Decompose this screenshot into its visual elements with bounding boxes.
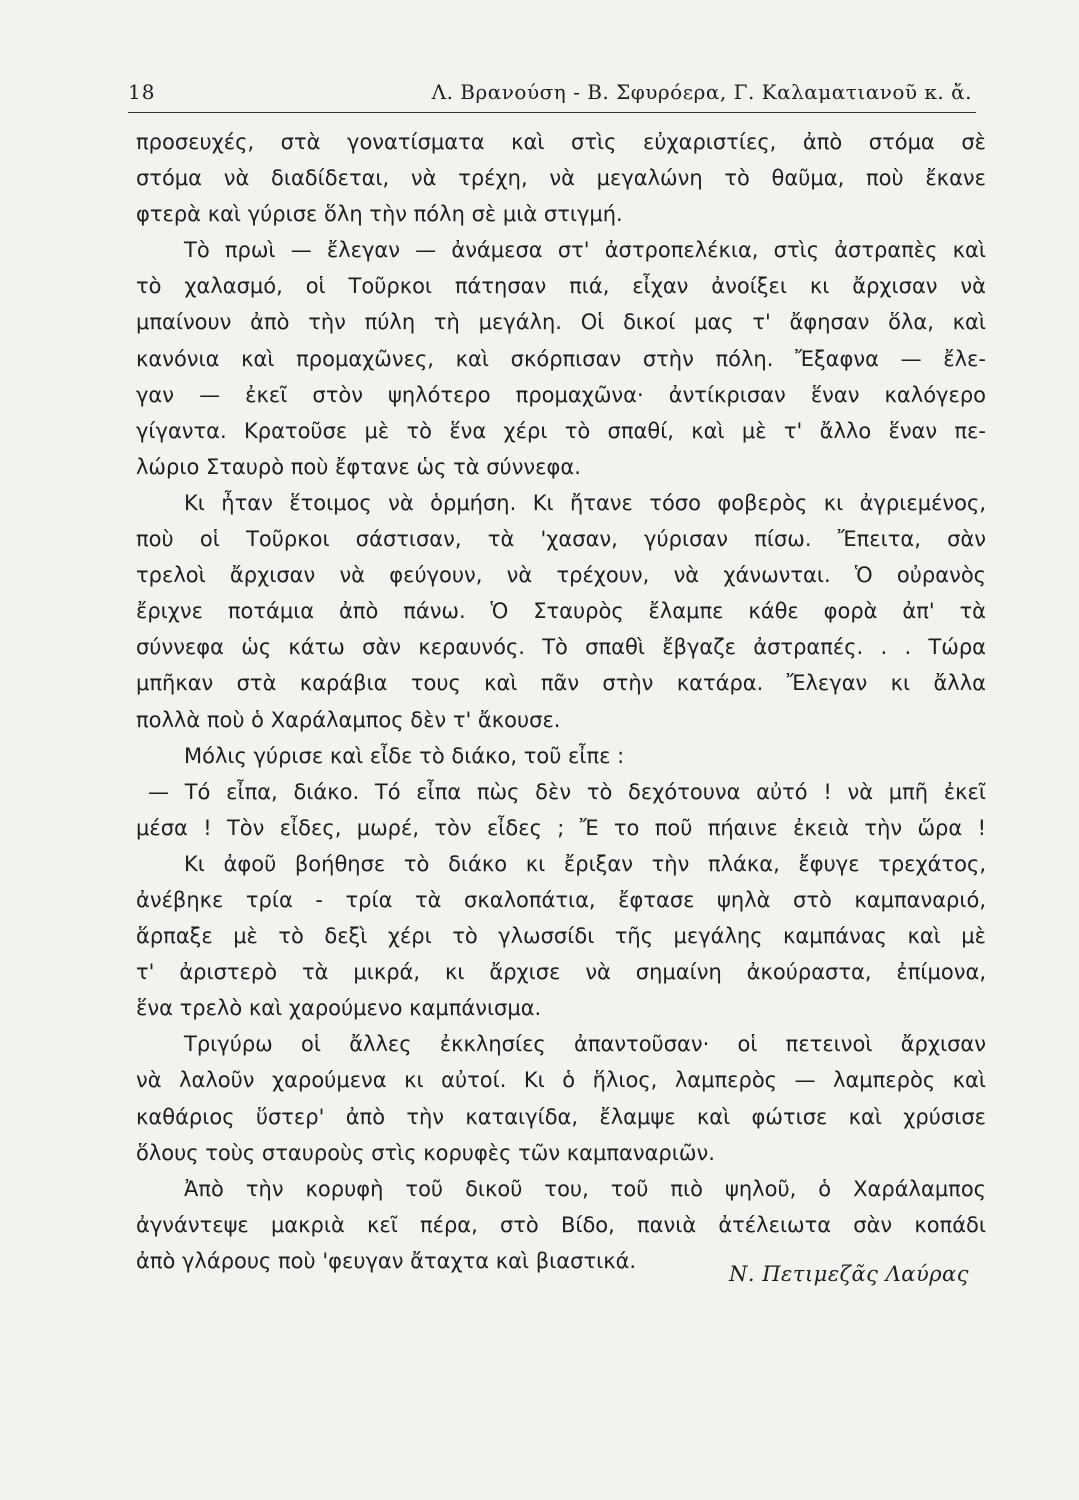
body-text [136,124,986,1279]
page-number: 18 [128,80,156,104]
text-line: Μόλις γύρισε καὶ εἶδε τὸ διάκο, τοῦ εἶπε : [184,743,625,768]
text-line: καθάριος ὕστερ' ἀπὸ τὴν καταιγίδα, ἔλαμψε καὶ φώτισε καὶ χρύσισε [136,1104,986,1129]
text-line: πολλὰ ποὺ ὁ Χαράλαμπος δὲν τ' ἄκουσε. [136,707,561,732]
running-head: Λ. Βρανούση - Β. Σφυρόερα, Γ. Καλαματιανοῦ κ. ἄ. [431,80,972,104]
text-line: κανόνια καὶ προμαχῶνες, καὶ σκόρπισαν στὴν πόλη. Ἔξαφνα — ἔλε- [136,346,986,371]
text-line: ἔριχνε ποτάμια ἀπὸ πάνω. Ὁ Σταυρὸς ἔλαμπε κάθε φορὰ ἀπ' τὰ [136,599,986,624]
text-line: ἕνα τρελὸ καὶ χαρούμενο καμπάνισμα. [136,996,542,1021]
text-line: γίγαντα. Κρατοῦσε μὲ τὸ ἕνα χέρι τὸ σπαθί, καὶ μὲ τ' ἄλλο ἕναν πε- [136,418,986,443]
text-line: — Τό εἶπα, διάκο. Τό εἶπα πὼς δὲν τὸ δεχότουνα αὐτό ! νὰ μπῆ ἐκεῖ [148,779,986,804]
text-line: ἀγνάντεψε μακριὰ κεῖ πέρα, στὸ Βίδο, πανιὰ ἀτέλειωτα σὰν κοπάδι [136,1212,986,1237]
text-line: μέσα ! Τὸν εἶδες, μωρέ, τὸν εἶδες ; Ἔ το ποῦ πήαινε ἐκειὰ τὴν ὥρα ! [136,815,986,840]
text-line: μπῆκαν στὰ καράβια τους καὶ πᾶν στὴν κατάρα. Ἔλεγαν κι ἄλλα [136,671,986,696]
text-line: τρελοὶ ἄρχισαν νὰ φεύγουν, νὰ τρέχουν, νὰ χάνωνται. Ὁ οὐρανὸς [136,563,986,588]
text-line: τὸ χαλασμό, οἱ Τοῦρκοι πάτησαν πιά, εἶχαν ἀνοίξει κι ἄρχισαν νὰ [136,274,986,299]
author-signature: Ν. Πετιμεζᾶς Λαύρας [729,1262,969,1286]
text-line: προσευχές, στὰ γονατίσματα καὶ στὶς εὐχαριστίες, ἀπὸ στόμα σὲ [136,130,986,154]
text-line: Ἀπὸ τὴν κορυφὴ τοῦ δικοῦ του, τοῦ πιὸ ψηλοῦ, ὁ Χαράλαμπος [184,1176,986,1201]
text-line: ἅρπαξε μὲ τὸ δεξὶ χέρι τὸ γλωσσίδι τῆς μεγάλης καμπάνας καὶ μὲ [136,924,986,949]
text-line: Κι ἀφοῦ βοήθησε τὸ διάκο κι ἔριξαν τὴν πλάκα, ἔφυγε τρεχάτος, [184,851,986,876]
text-line: νὰ λαλοῦν χαρούμενα κι αὐτοί. Κι ὁ ἥλιος, λαμπερὸς — λαμπερὸς καὶ [136,1068,986,1093]
text-line: φτερὰ καὶ γύρισε ὅλη τὴν πόλη σὲ μιὰ στιγμή. [136,202,623,227]
text-line: τ' ἀριστερὸ τὰ μικρά, κι ἄρχισε νὰ σημαίνη ἀκούραστα, ἐπίμονα, [136,960,986,985]
text-line: ὅλους τοὺς σταυροὺς στὶς κορυφὲς τῶν καμπαναριῶν. [136,1140,715,1165]
text-line: Τριγύρω οἱ ἄλλες ἐκκλησίες ἀπαντοῦσαν· οἱ πετεινοὶ ἄρχισαν [184,1032,986,1057]
text-line: Τὸ πρωὶ — ἔλεγαν — ἀνάμεσα στ' ἀστροπελέκια, στὶς ἀστραπὲς καὶ [184,238,986,263]
text-line: μπαίνουν ἀπὸ τὴν πύλη τὴ μεγάλη. Οἱ δικοί μας τ' ἄφησαν ὅλα, καὶ [136,310,986,335]
text-line: γαν — ἐκεῖ στὸν ψηλότερο προμαχῶνα· ἀντίκρισαν ἕναν καλόγερο [136,382,986,407]
text-line: ἀνέβηκε τρία - τρία τὰ σκαλοπάτια, ἔφτασε ψηλὰ στὸ καμπαναριό, [136,887,986,912]
page-header [128,72,976,113]
text-line: ποὺ οἱ Τοῦρκοι σάστισαν, τὰ 'χασαν, γύρισαν πίσω. Ἔπειτα, σὰν [136,527,986,552]
text-line: λώριο Σταυρὸ ποὺ ἔφτανε ὡς τὰ σύννεφα. [136,454,581,479]
text-line: στόμα νὰ διαδίδεται, νὰ τρέχη, νὰ μεγαλώνη τὸ θαῦμα, ποὺ ἔκανε [136,166,986,191]
text-line: σύννεφα ὡς κάτω σὰν κεραυνός. Τὸ σπαθὶ ἔβγαζε ἀστραπές. . . Τώρα [136,635,986,660]
text-line: Κι ἦταν ἕτοιμος νὰ ὁρμήση. Κι ἤτανε τόσο φοβερὸς κι ἀγριεμένος, [184,490,986,515]
text-line: ἀπὸ γλάρους ποὺ 'φευγαν ἄταχτα καὶ βιαστικά. [136,1248,637,1273]
